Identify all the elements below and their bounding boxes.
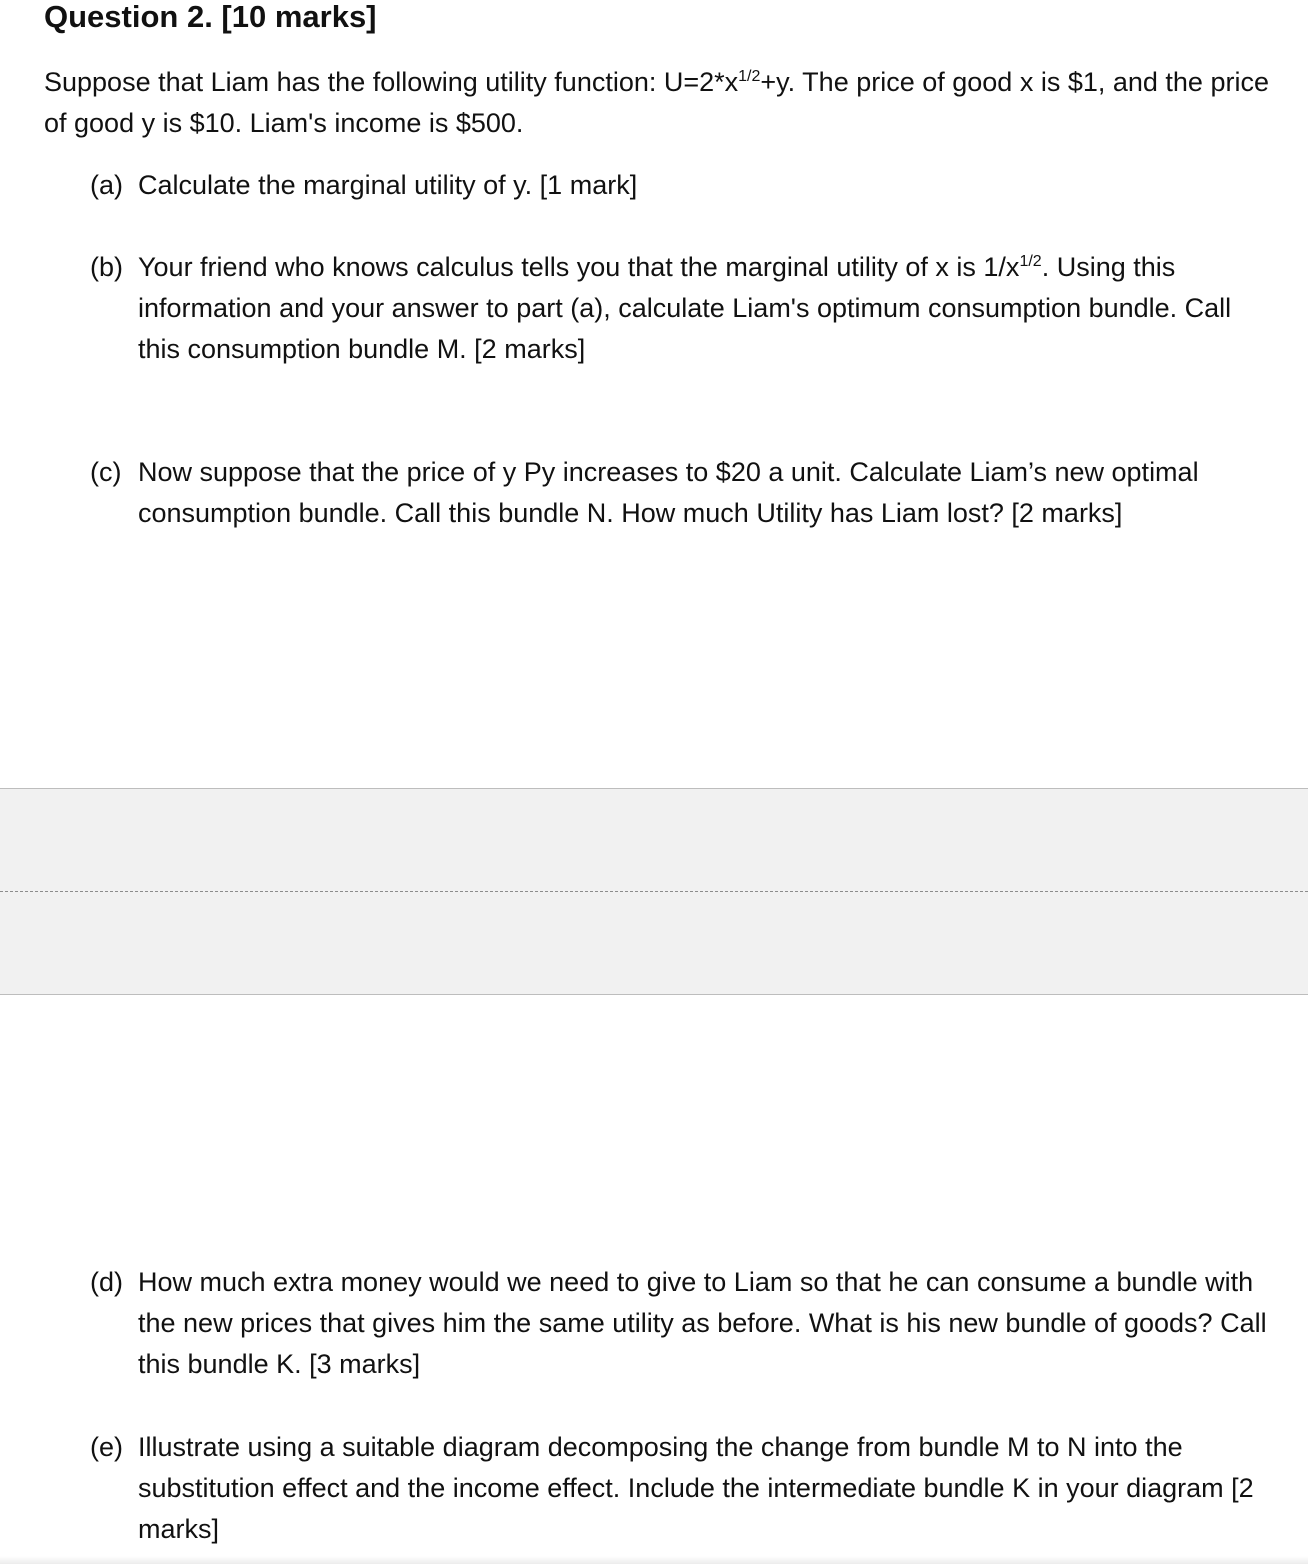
intro-exponent: 1/2 bbox=[738, 68, 761, 85]
part-c bbox=[90, 452, 1270, 534]
part-c-text: Now suppose that the price of y Py increases to $20 a unit. Calculate Liam’s new optimal consumption bundle. Call this bundle N. How much Utility has Liam lost? [2 marks] bbox=[138, 457, 1199, 528]
part-b-text bbox=[138, 247, 1270, 370]
part-e bbox=[90, 1427, 1270, 1550]
part-a-label: (a) bbox=[90, 170, 123, 200]
part-b-exponent: 1/2 bbox=[1019, 253, 1042, 270]
part-a bbox=[90, 165, 1270, 206]
part-a-text: Calculate the marginal utility of y. [1 mark] bbox=[138, 170, 638, 200]
part-d bbox=[90, 1262, 1270, 1385]
part-d-label: (d) bbox=[90, 1267, 123, 1297]
part-b-text-start: Your friend who knows calculus tells you that the marginal utility of x is 1/x bbox=[138, 252, 1020, 282]
question-intro bbox=[44, 62, 1274, 144]
part-b bbox=[90, 247, 1270, 370]
page-bottom-edge bbox=[0, 1556, 1308, 1564]
question-title: Question 2. [10 marks] bbox=[44, 0, 377, 34]
part-e-label: (e) bbox=[90, 1432, 123, 1462]
page-break bbox=[0, 788, 1308, 995]
part-d-text: How much extra money would we need to give to Liam so that he can consume a bundle with the new prices that gives him the same utility as before. What is his new bundle of goods? Call this bundle K. [3 marks] bbox=[138, 1267, 1267, 1379]
page-break-dashed-line bbox=[0, 891, 1308, 892]
part-b-text-end: . Using this information and your answer to part (a), calculate Liam's optimum consumption bundle. Call this consumption bundle M. [2 marks] bbox=[138, 252, 1232, 364]
part-b-label: (b) bbox=[90, 252, 123, 282]
intro-text-end: +y. The price of good x is $1, and the price of good y is $10. Liam's income is $500. bbox=[44, 67, 1269, 138]
part-e-text: Illustrate using a suitable diagram decomposing the change from bundle M to N into the substitution effect and the income effect. Include the intermediate bundle K in your diagram [2 marks] bbox=[138, 1432, 1254, 1544]
intro-text-start: Suppose that Liam has the following utility function: U=2*x bbox=[44, 67, 739, 97]
part-c-label: (c) bbox=[90, 457, 122, 487]
